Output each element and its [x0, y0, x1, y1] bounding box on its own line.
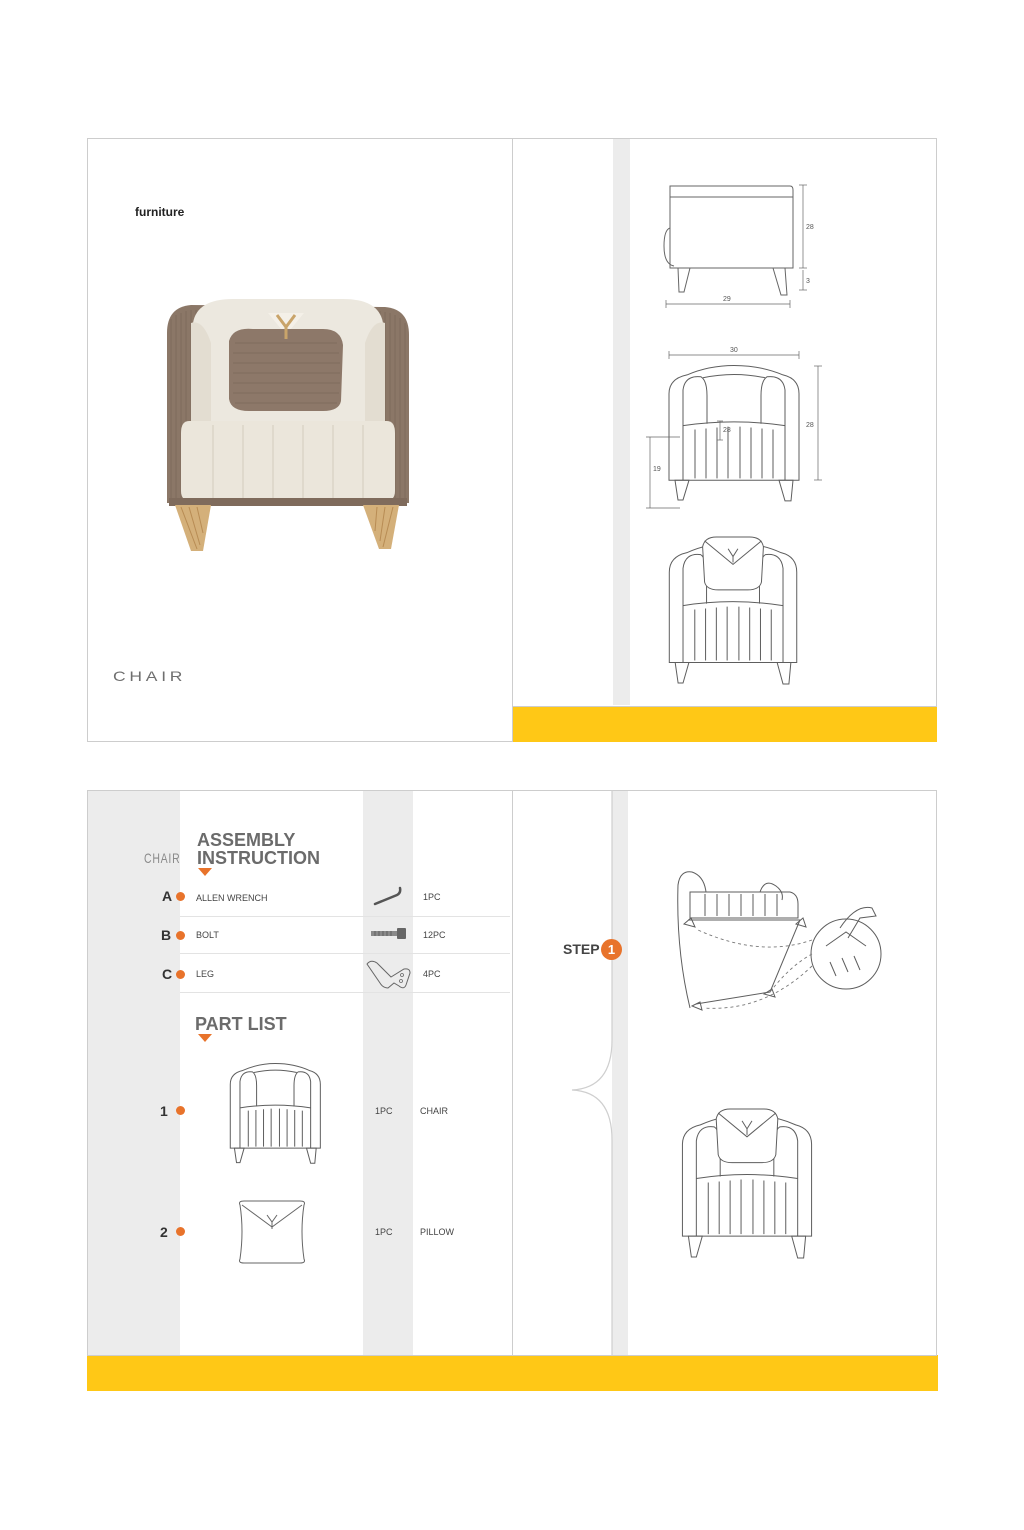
- yellow-bar: [87, 1355, 938, 1391]
- side-view-drawing: [640, 175, 830, 310]
- bolt-icon: [369, 926, 409, 940]
- row-divider: [180, 992, 510, 993]
- assembled-chair-drawing: [680, 1107, 816, 1259]
- title-marker: [198, 868, 212, 876]
- title-marker: [198, 1034, 212, 1042]
- step-1-drawing: [668, 862, 890, 1027]
- hardware-name: ALLEN WRENCH: [196, 893, 268, 903]
- hardware-letter: C: [162, 966, 173, 982]
- part-name: PILLOW: [420, 1227, 455, 1237]
- bullet-dot: [176, 1227, 185, 1236]
- hardware-qty: 1PC: [423, 892, 441, 902]
- step-number-badge: 1: [601, 939, 622, 960]
- product-label: CHAIR: [144, 850, 181, 866]
- hardware-letter: A: [162, 888, 173, 904]
- hardware-qty: 4PC: [423, 969, 441, 979]
- seat-height-label: 19: [653, 466, 661, 473]
- row-divider: [180, 916, 510, 917]
- brace-connector: [570, 790, 615, 1355]
- armchair-photo: [163, 293, 413, 558]
- hardware-name: BOLT: [196, 930, 219, 940]
- cover-title: CHAIR: [113, 668, 187, 684]
- part-number: 2: [160, 1224, 168, 1240]
- part-qty: 1PC: [375, 1227, 393, 1237]
- bullet-dot: [176, 892, 185, 901]
- hardware-letter: B: [161, 927, 172, 943]
- side-height-label: 28: [806, 224, 814, 231]
- assembly-title-line2: INSTRUCTION: [197, 848, 320, 868]
- pillow-drawing-icon: [234, 1197, 310, 1267]
- step-label: STEP: [563, 941, 600, 957]
- front-height-label: 28: [806, 422, 814, 429]
- part-number: 1: [160, 1103, 168, 1119]
- leg-icon: [364, 957, 414, 991]
- row-divider: [180, 953, 510, 954]
- hardware-qty: 12PC: [423, 930, 446, 940]
- depth-label: 29: [723, 296, 731, 303]
- hardware-name: LEG: [196, 969, 215, 979]
- yellow-bar: [512, 706, 937, 742]
- assembly-title-line1: ASSEMBLY: [197, 830, 296, 850]
- bullet-dot: [176, 931, 185, 940]
- front-view-drawing: [640, 340, 830, 515]
- bullet-dot: [176, 1106, 185, 1115]
- leg-height-label: 3: [806, 278, 810, 285]
- seat-depth-label: 28: [723, 427, 731, 434]
- bullet-dot: [176, 970, 185, 979]
- part-name: CHAIR: [420, 1106, 449, 1116]
- chair-with-pillow-drawing: [666, 535, 802, 685]
- brand-name: furniture: [135, 205, 185, 219]
- part-list-title: PART LIST: [195, 1014, 287, 1034]
- allen-wrench-icon: [372, 886, 404, 908]
- chair-drawing-icon: [224, 1058, 328, 1164]
- part-qty: 1PC: [375, 1106, 393, 1116]
- width-label: 30: [730, 347, 738, 354]
